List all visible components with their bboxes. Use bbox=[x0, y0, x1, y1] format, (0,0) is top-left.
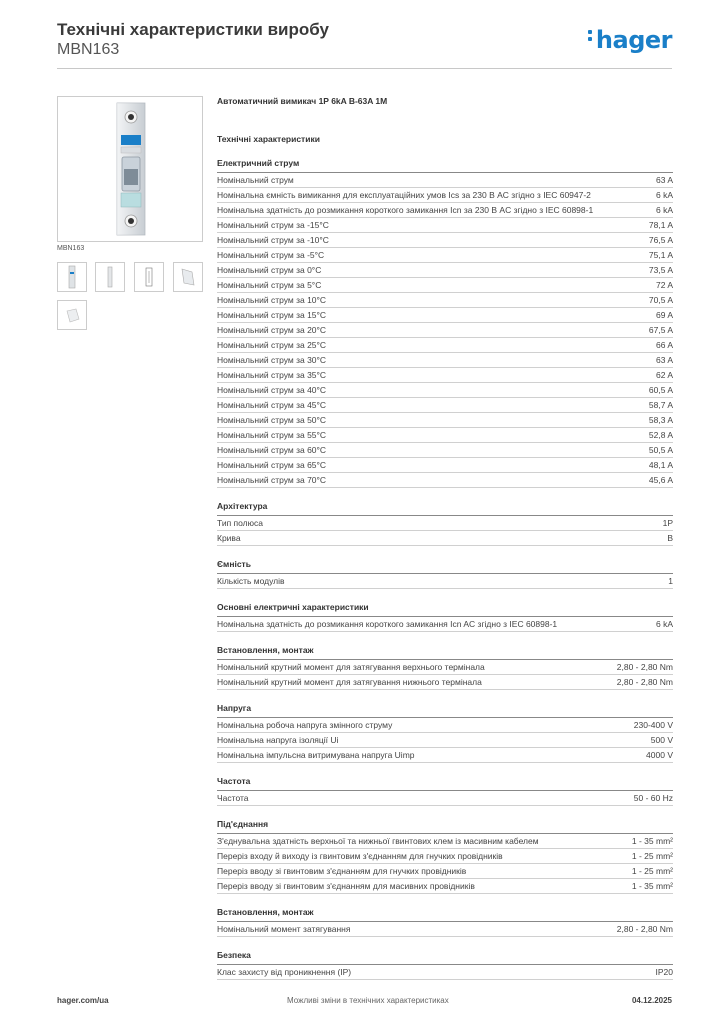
spec-row bbox=[217, 383, 673, 398]
spec-value: 6 kA bbox=[655, 190, 673, 200]
footer-date: 04.12.2025 bbox=[631, 996, 672, 1005]
spec-label: Номінальний струм за -10°C bbox=[217, 235, 329, 245]
spec-value: 1P bbox=[662, 518, 673, 528]
footer-website: hager.com/ua bbox=[57, 996, 109, 1005]
spec-group bbox=[217, 950, 673, 980]
spec-group-title: Ємність bbox=[217, 559, 673, 574]
spec-group-title: Безпека bbox=[217, 950, 673, 965]
spec-group bbox=[217, 703, 673, 763]
spec-label: Номінальний струм за 10°C bbox=[217, 295, 327, 305]
spec-label: Номінальний струм за 35°C bbox=[217, 370, 327, 380]
spec-row bbox=[217, 323, 673, 338]
breaker-thumb-icon bbox=[58, 263, 86, 291]
thumbnail-back[interactable] bbox=[57, 300, 87, 330]
spec-group-title: Частота bbox=[217, 776, 673, 791]
spec-row bbox=[217, 233, 673, 248]
spec-value: 78,1 A bbox=[648, 220, 673, 230]
footer-note: Можливі зміни в технічних характеристиках bbox=[287, 996, 449, 1005]
spec-value: 6 kA bbox=[655, 619, 673, 629]
spec-label: Номінальна робоча напруга змінного струму bbox=[217, 720, 393, 730]
spec-row bbox=[217, 718, 673, 733]
spec-row bbox=[217, 473, 673, 488]
spec-value: 48,1 A bbox=[648, 460, 673, 470]
spec-value: 58,7 A bbox=[648, 400, 673, 410]
spec-label: Номінальний струм за 50°C bbox=[217, 415, 327, 425]
spec-row bbox=[217, 278, 673, 293]
spec-row bbox=[217, 443, 673, 458]
spec-label: Номінальний момент затягування bbox=[217, 924, 351, 934]
spec-value: 1 - 25 mm² bbox=[631, 851, 673, 861]
spec-value: 76,5 A bbox=[648, 235, 673, 245]
spec-value: IP20 bbox=[655, 967, 673, 977]
spec-row bbox=[217, 263, 673, 278]
spec-group bbox=[217, 645, 673, 690]
spec-value: 6 kA bbox=[655, 205, 673, 215]
spec-label: Номінальний струм за -15°C bbox=[217, 220, 329, 230]
spec-group bbox=[217, 819, 673, 894]
page-title: Технічні характеристики виробу bbox=[57, 20, 329, 39]
spec-label: Переріз вводу зі гвинтовим з'єднанням для гнучких провідників bbox=[217, 866, 467, 876]
spec-value: 50 - 60 Hz bbox=[633, 793, 673, 803]
spec-row bbox=[217, 413, 673, 428]
spec-row bbox=[217, 864, 673, 879]
spec-row bbox=[217, 791, 673, 806]
spec-label: Номінальний струм за 70°C bbox=[217, 475, 327, 485]
spec-label: Частота bbox=[217, 793, 249, 803]
spec-label: Номінальний струм bbox=[217, 175, 294, 185]
spec-value: 1 bbox=[668, 576, 673, 586]
spec-value: 75,1 A bbox=[648, 250, 673, 260]
spec-row bbox=[217, 353, 673, 368]
breaker-angle-icon bbox=[174, 263, 202, 291]
spec-label: Номінальна імпульсна витримувана напруга Uimp bbox=[217, 750, 415, 760]
spec-value: 63 A bbox=[655, 175, 673, 185]
spec-row bbox=[217, 218, 673, 233]
spec-group-title: Електричний струм bbox=[217, 158, 673, 173]
spec-label: Тип полюса bbox=[217, 518, 263, 528]
spec-label: Переріз вводу зі гвинтовим з'єднанням для масивних провідників bbox=[217, 881, 475, 891]
spec-value: 69 A bbox=[655, 310, 673, 320]
spec-label: Крива bbox=[217, 533, 241, 543]
spec-group bbox=[217, 501, 673, 546]
spec-label: Номінальний струм за 15°C bbox=[217, 310, 327, 320]
spec-value: 1 - 35 mm² bbox=[631, 836, 673, 846]
spec-group-title: Під'єднання bbox=[217, 819, 673, 834]
spec-group-title: Напруга bbox=[217, 703, 673, 718]
spec-label: Номінальний струм за 0°C bbox=[217, 265, 322, 275]
spec-value: 60,5 A bbox=[648, 385, 673, 395]
spec-group-title: Встановлення, монтаж bbox=[217, 645, 673, 660]
spec-label: Номінальна здатність до розмикання короткого замикання Icn AC згідно з IEC 60898-1 bbox=[217, 619, 558, 629]
spec-value: 66 A bbox=[655, 340, 673, 350]
page-subtitle: MBN163 bbox=[57, 41, 120, 58]
spec-group bbox=[217, 776, 673, 806]
spec-group bbox=[217, 907, 673, 937]
spec-label: Номінальний струм за 25°C bbox=[217, 340, 327, 350]
spec-group-title: Архітектура bbox=[217, 501, 673, 516]
hager-logo bbox=[588, 26, 672, 54]
spec-label: Номінальний струм за -5°C bbox=[217, 250, 325, 260]
spec-value: 500 V bbox=[650, 735, 673, 745]
spec-row bbox=[217, 834, 673, 849]
spec-row bbox=[217, 849, 673, 864]
spec-row bbox=[217, 922, 673, 937]
spec-label: Кількість модулів bbox=[217, 576, 285, 586]
spec-label: Номінальна ємність вимикання для експлуатаційних умов Ics за 230 В AC згідно з IEC 60947-2 bbox=[217, 190, 591, 200]
spec-value: 2,80 - 2,80 Nm bbox=[616, 662, 673, 672]
spec-label: Номінальний струм за 30°C bbox=[217, 355, 327, 365]
thumbnail-front[interactable] bbox=[57, 262, 87, 292]
spec-value: 50,5 A bbox=[648, 445, 673, 455]
page-header bbox=[57, 20, 672, 69]
spec-label: Номінальний струм за 65°C bbox=[217, 460, 327, 470]
spec-row bbox=[217, 173, 673, 188]
spec-label: Номінальний струм за 60°C bbox=[217, 445, 327, 455]
spec-row bbox=[217, 733, 673, 748]
thumbnail-angle[interactable] bbox=[173, 262, 203, 292]
spec-group bbox=[217, 602, 673, 632]
spec-group bbox=[217, 559, 673, 589]
spec-value: 1 - 35 mm² bbox=[631, 881, 673, 891]
product-image[interactable] bbox=[57, 96, 203, 242]
spec-row bbox=[217, 308, 673, 323]
spec-row bbox=[217, 748, 673, 763]
spec-value: 70,5 A bbox=[648, 295, 673, 305]
spec-row bbox=[217, 293, 673, 308]
spec-row bbox=[217, 248, 673, 263]
spec-row bbox=[217, 338, 673, 353]
spec-label: Переріз входу й виходу із гвинтовим з'єднанням для гнучких провідників bbox=[217, 851, 503, 861]
spec-label: Клас захисту від проникнення (IP) bbox=[217, 967, 352, 977]
thumbnail-side[interactable] bbox=[95, 262, 125, 292]
spec-value: 58,3 A bbox=[648, 415, 673, 425]
spec-label: Номінальний струм за 45°C bbox=[217, 400, 327, 410]
thumbnail-drawing[interactable] bbox=[134, 262, 164, 292]
spec-row bbox=[217, 965, 673, 980]
spec-value: 1 - 25 mm² bbox=[631, 866, 673, 876]
spec-value: 52,8 A bbox=[648, 430, 673, 440]
dimension-drawing-icon bbox=[135, 263, 163, 291]
spec-row bbox=[217, 398, 673, 413]
spec-label: Номінальна здатність до розмикання короткого замикання Icn за 230 В AC згідно з IEC 60898-1 bbox=[217, 205, 594, 215]
spec-row bbox=[217, 458, 673, 473]
spec-label: Номінальний крутний момент для затягування нижнього термінала bbox=[217, 677, 482, 687]
spec-row bbox=[217, 203, 673, 218]
spec-value: 63 A bbox=[655, 355, 673, 365]
spec-label: Номінальний крутний момент для затягування верхнього термінала bbox=[217, 662, 485, 672]
product-name: Автоматичний вимикач 1P 6kA B-63A 1M bbox=[217, 96, 388, 106]
breaker-side-icon bbox=[96, 263, 124, 291]
spec-row bbox=[217, 879, 673, 894]
spec-group-title: Встановлення, монтаж bbox=[217, 907, 673, 922]
spec-value: 2,80 - 2,80 Nm bbox=[616, 677, 673, 687]
product-caption: MBN163 bbox=[57, 245, 85, 252]
spec-row bbox=[217, 617, 673, 632]
breaker-back-icon bbox=[58, 301, 86, 329]
spec-value: 2,80 - 2,80 Nm bbox=[616, 924, 673, 934]
circuit-breaker-icon bbox=[58, 97, 202, 241]
spec-row bbox=[217, 368, 673, 383]
spec-label: Номінальна напруга ізоляції Ui bbox=[217, 735, 339, 745]
logo-dots-icon bbox=[588, 27, 593, 44]
spec-label: Номінальний струм за 40°C bbox=[217, 385, 327, 395]
spec-label: Номінальний струм за 20°C bbox=[217, 325, 327, 335]
spec-value: B bbox=[667, 533, 673, 543]
spec-value: 73,5 A bbox=[648, 265, 673, 275]
spec-value: 230-400 V bbox=[633, 720, 673, 730]
spec-content bbox=[217, 96, 673, 980]
spec-groups bbox=[217, 158, 673, 980]
spec-row bbox=[217, 188, 673, 203]
spec-group bbox=[217, 158, 673, 488]
spec-label: Номінальний струм за 5°C bbox=[217, 280, 322, 290]
spec-value: 45,6 A bbox=[648, 475, 673, 485]
spec-row bbox=[217, 516, 673, 531]
spec-row bbox=[217, 660, 673, 675]
spec-group-title: Основні електричні характеристики bbox=[217, 602, 673, 617]
spec-row bbox=[217, 531, 673, 546]
spec-label: Номінальний струм за 55°C bbox=[217, 430, 327, 440]
section-title: Технічні характеристики bbox=[217, 134, 320, 144]
spec-value: 72 A bbox=[655, 280, 673, 290]
spec-value: 62 A bbox=[655, 370, 673, 380]
spec-row bbox=[217, 574, 673, 589]
logo-text: hager bbox=[595, 26, 672, 54]
spec-row bbox=[217, 675, 673, 690]
spec-value: 4000 V bbox=[646, 750, 673, 760]
spec-row bbox=[217, 428, 673, 443]
spec-value: 67,5 A bbox=[648, 325, 673, 335]
spec-label: З'єднувальна здатність верхньої та нижньої гвинтових клем із масивним кабелем bbox=[217, 836, 539, 846]
